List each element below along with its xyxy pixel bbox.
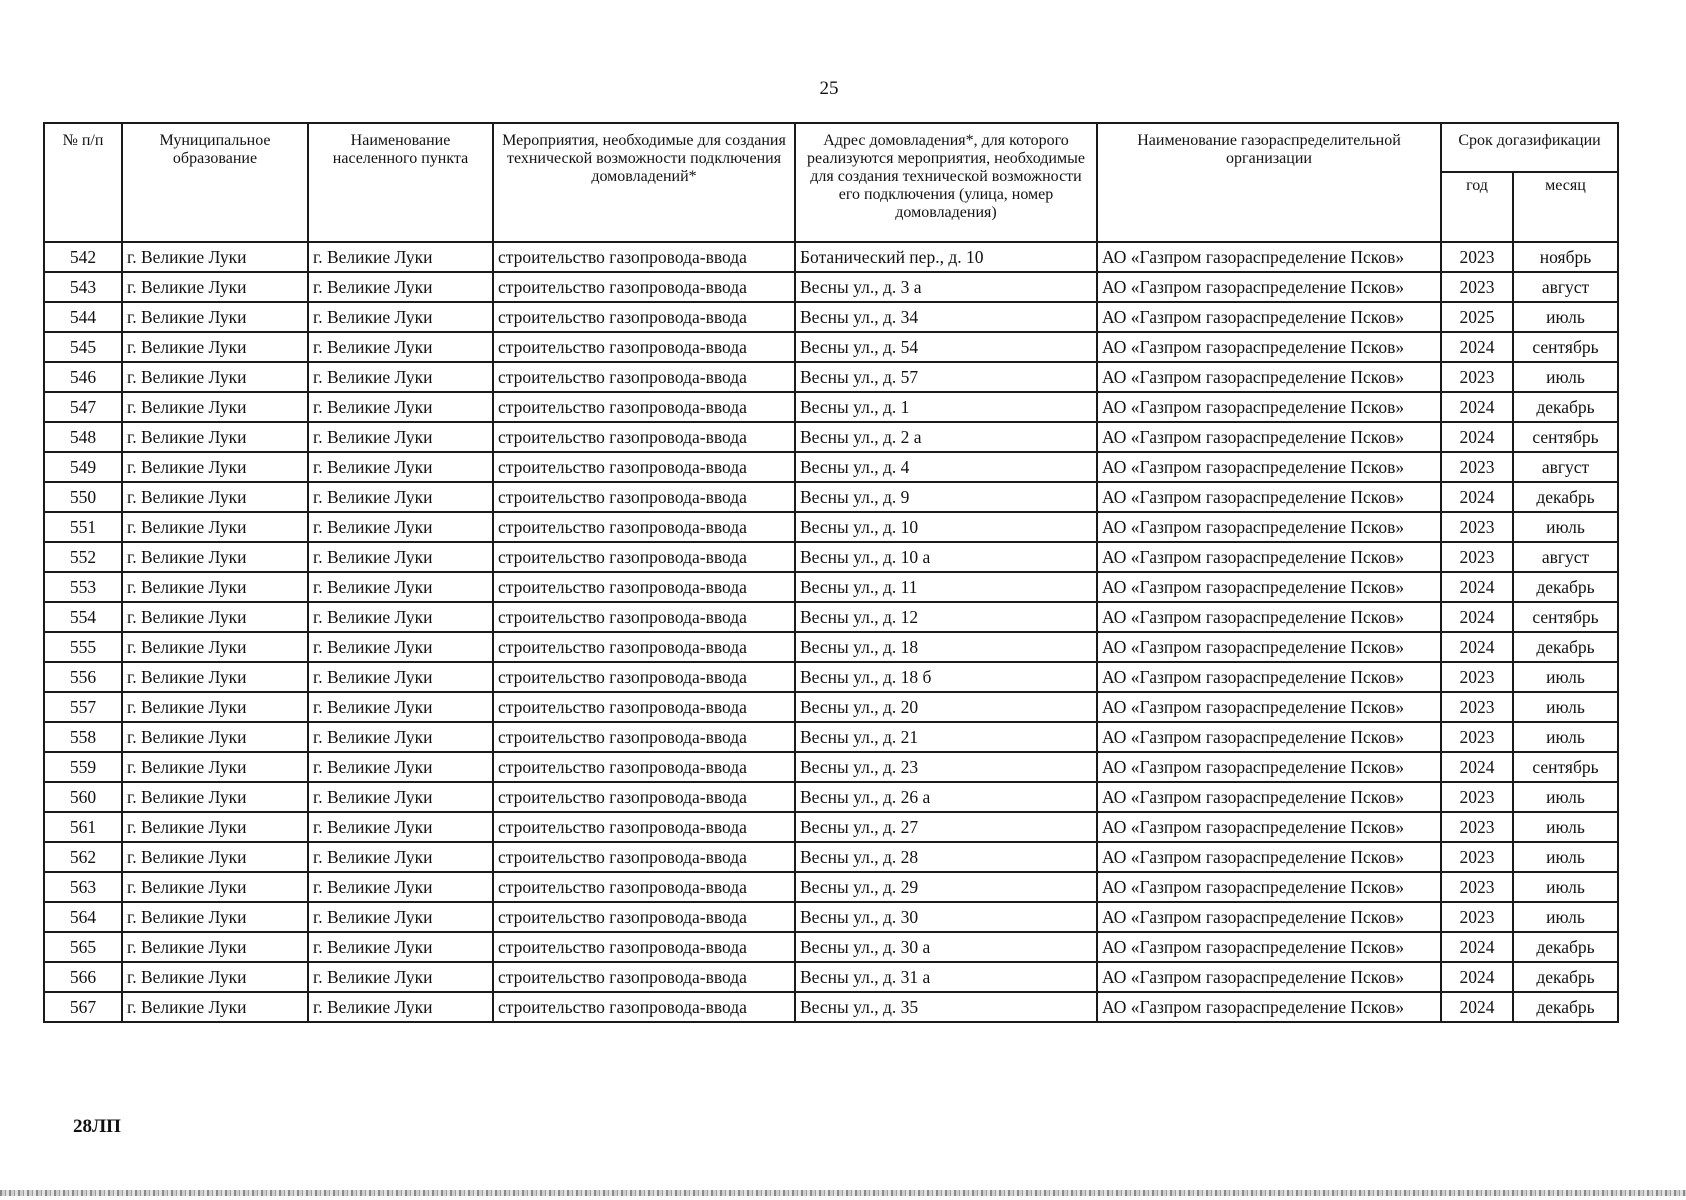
- row-number: 548: [44, 422, 122, 452]
- row-settlement: г. Великие Луки: [308, 602, 493, 632]
- row-month: июль: [1513, 302, 1618, 332]
- table-row: [44, 782, 1618, 812]
- row-address: Весны ул., д. 30 а: [795, 932, 1097, 962]
- row-address: Весны ул., д. 12: [795, 602, 1097, 632]
- row-organization: АО «Газпром газораспределение Псков»: [1097, 722, 1441, 752]
- row-municipality: г. Великие Луки: [122, 932, 308, 962]
- table-row: [44, 512, 1618, 542]
- row-address: Весны ул., д. 21: [795, 722, 1097, 752]
- header-settlement: Наименование населенного пункта: [308, 123, 493, 242]
- row-measure: строительство газопровода-ввода: [493, 332, 795, 362]
- header-num: № п/п: [44, 123, 122, 242]
- row-number: 557: [44, 692, 122, 722]
- table-row: [44, 992, 1618, 1022]
- row-municipality: г. Великие Луки: [122, 512, 308, 542]
- row-address: Весны ул., д. 10: [795, 512, 1097, 542]
- row-measure: строительство газопровода-ввода: [493, 962, 795, 992]
- row-municipality: г. Великие Луки: [122, 842, 308, 872]
- row-month: июль: [1513, 812, 1618, 842]
- table-row: [44, 392, 1618, 422]
- row-year: 2023: [1441, 782, 1513, 812]
- row-month: декабрь: [1513, 962, 1618, 992]
- row-measure: строительство газопровода-ввода: [493, 722, 795, 752]
- row-settlement: г. Великие Луки: [308, 332, 493, 362]
- row-municipality: г. Великие Луки: [122, 302, 308, 332]
- row-settlement: г. Великие Луки: [308, 422, 493, 452]
- row-address: Весны ул., д. 26 а: [795, 782, 1097, 812]
- row-municipality: г. Великие Луки: [122, 752, 308, 782]
- row-month: июль: [1513, 872, 1618, 902]
- row-settlement: г. Великие Луки: [308, 722, 493, 752]
- table-row: [44, 752, 1618, 782]
- row-municipality: г. Великие Луки: [122, 992, 308, 1022]
- row-number: 542: [44, 242, 122, 272]
- row-number: 552: [44, 542, 122, 572]
- table-row: [44, 722, 1618, 752]
- row-number: 546: [44, 362, 122, 392]
- row-address: Весны ул., д. 18 б: [795, 662, 1097, 692]
- row-number: 566: [44, 962, 122, 992]
- row-settlement: г. Великие Луки: [308, 812, 493, 842]
- row-year: 2023: [1441, 242, 1513, 272]
- row-settlement: г. Великие Луки: [308, 302, 493, 332]
- row-month: декабрь: [1513, 992, 1618, 1022]
- row-number: 551: [44, 512, 122, 542]
- row-organization: АО «Газпром газораспределение Псков»: [1097, 272, 1441, 302]
- row-measure: строительство газопровода-ввода: [493, 932, 795, 962]
- row-settlement: г. Великие Луки: [308, 842, 493, 872]
- row-municipality: г. Великие Луки: [122, 632, 308, 662]
- row-municipality: г. Великие Луки: [122, 692, 308, 722]
- row-settlement: г. Великие Луки: [308, 692, 493, 722]
- row-month: июль: [1513, 662, 1618, 692]
- row-address: Ботанический пер., д. 10: [795, 242, 1097, 272]
- row-measure: строительство газопровода-ввода: [493, 272, 795, 302]
- row-settlement: г. Великие Луки: [308, 932, 493, 962]
- row-measure: строительство газопровода-ввода: [493, 512, 795, 542]
- row-organization: АО «Газпром газораспределение Псков»: [1097, 542, 1441, 572]
- row-municipality: г. Великие Луки: [122, 392, 308, 422]
- row-month: август: [1513, 452, 1618, 482]
- table-row: [44, 272, 1618, 302]
- row-measure: строительство газопровода-ввода: [493, 302, 795, 332]
- gasification-table: [43, 122, 1619, 1023]
- table-row: [44, 302, 1618, 332]
- row-organization: АО «Газпром газораспределение Псков»: [1097, 242, 1441, 272]
- row-settlement: г. Великие Луки: [308, 992, 493, 1022]
- row-organization: АО «Газпром газораспределение Псков»: [1097, 692, 1441, 722]
- row-municipality: г. Великие Луки: [122, 782, 308, 812]
- row-year: 2024: [1441, 572, 1513, 602]
- scan-edge-artifact: [0, 1190, 1686, 1196]
- row-organization: АО «Газпром газораспределение Псков»: [1097, 992, 1441, 1022]
- table-row: [44, 332, 1618, 362]
- table-row: [44, 662, 1618, 692]
- row-year: 2024: [1441, 332, 1513, 362]
- row-address: Весны ул., д. 9: [795, 482, 1097, 512]
- row-number: 550: [44, 482, 122, 512]
- table-row: [44, 902, 1618, 932]
- row-measure: строительство газопровода-ввода: [493, 752, 795, 782]
- row-address: Весны ул., д. 34: [795, 302, 1097, 332]
- row-address: Весны ул., д. 57: [795, 362, 1097, 392]
- row-address: Весны ул., д. 2 а: [795, 422, 1097, 452]
- row-organization: АО «Газпром газораспределение Псков»: [1097, 512, 1441, 542]
- row-address: Весны ул., д. 29: [795, 872, 1097, 902]
- row-address: Весны ул., д. 10 а: [795, 542, 1097, 572]
- row-organization: АО «Газпром газораспределение Псков»: [1097, 662, 1441, 692]
- page-number: 25: [819, 78, 839, 99]
- header-deadline: Срок догазификации: [1441, 123, 1618, 172]
- table-row: [44, 872, 1618, 902]
- row-month: сентябрь: [1513, 332, 1618, 362]
- row-month: июль: [1513, 512, 1618, 542]
- table-row: [44, 812, 1618, 842]
- row-year: 2025: [1441, 302, 1513, 332]
- row-year: 2023: [1441, 542, 1513, 572]
- row-number: 563: [44, 872, 122, 902]
- row-month: июль: [1513, 362, 1618, 392]
- table-row: [44, 452, 1618, 482]
- header-municipality: Муниципальное образование: [122, 123, 308, 242]
- row-measure: строительство газопровода-ввода: [493, 842, 795, 872]
- row-municipality: г. Великие Луки: [122, 332, 308, 362]
- row-measure: строительство газопровода-ввода: [493, 632, 795, 662]
- row-municipality: г. Великие Луки: [122, 662, 308, 692]
- row-year: 2024: [1441, 422, 1513, 452]
- row-year: 2023: [1441, 902, 1513, 932]
- row-municipality: г. Великие Луки: [122, 872, 308, 902]
- row-address: Весны ул., д. 20: [795, 692, 1097, 722]
- row-measure: строительство газопровода-ввода: [493, 452, 795, 482]
- row-number: 544: [44, 302, 122, 332]
- row-number: 547: [44, 392, 122, 422]
- table-row: [44, 482, 1618, 512]
- row-measure: строительство газопровода-ввода: [493, 572, 795, 602]
- row-measure: строительство газопровода-ввода: [493, 242, 795, 272]
- table-row: [44, 602, 1618, 632]
- table-row: [44, 962, 1618, 992]
- row-settlement: г. Великие Луки: [308, 782, 493, 812]
- row-number: 554: [44, 602, 122, 632]
- row-settlement: г. Великие Луки: [308, 542, 493, 572]
- row-municipality: г. Великие Луки: [122, 362, 308, 392]
- row-number: 565: [44, 932, 122, 962]
- header-organization: Наименование газораспределительной организации: [1097, 123, 1441, 242]
- row-organization: АО «Газпром газораспределение Псков»: [1097, 962, 1441, 992]
- row-settlement: г. Великие Луки: [308, 482, 493, 512]
- row-settlement: г. Великие Луки: [308, 572, 493, 602]
- row-measure: строительство газопровода-ввода: [493, 422, 795, 452]
- row-number: 561: [44, 812, 122, 842]
- row-settlement: г. Великие Луки: [308, 512, 493, 542]
- row-municipality: г. Великие Луки: [122, 452, 308, 482]
- table-row: [44, 932, 1618, 962]
- row-municipality: г. Великие Луки: [122, 722, 308, 752]
- row-address: Весны ул., д. 11: [795, 572, 1097, 602]
- row-year: 2024: [1441, 482, 1513, 512]
- row-settlement: г. Великие Луки: [308, 902, 493, 932]
- table-row: [44, 242, 1618, 272]
- row-year: 2023: [1441, 662, 1513, 692]
- row-year: 2023: [1441, 812, 1513, 842]
- table-row: [44, 542, 1618, 572]
- row-address: Весны ул., д. 54: [795, 332, 1097, 362]
- row-year: 2024: [1441, 752, 1513, 782]
- row-address: Весны ул., д. 18: [795, 632, 1097, 662]
- row-address: Весны ул., д. 30: [795, 902, 1097, 932]
- row-year: 2023: [1441, 362, 1513, 392]
- row-month: декабрь: [1513, 392, 1618, 422]
- row-month: сентябрь: [1513, 422, 1618, 452]
- row-year: 2023: [1441, 272, 1513, 302]
- row-address: Весны ул., д. 27: [795, 812, 1097, 842]
- row-municipality: г. Великие Луки: [122, 572, 308, 602]
- row-organization: АО «Газпром газораспределение Псков»: [1097, 302, 1441, 332]
- row-year: 2024: [1441, 602, 1513, 632]
- row-organization: АО «Газпром газораспределение Псков»: [1097, 572, 1441, 602]
- row-organization: АО «Газпром газораспределение Псков»: [1097, 422, 1441, 452]
- row-measure: строительство газопровода-ввода: [493, 662, 795, 692]
- row-address: Весны ул., д. 35: [795, 992, 1097, 1022]
- row-month: август: [1513, 272, 1618, 302]
- row-municipality: г. Великие Луки: [122, 542, 308, 572]
- row-number: 567: [44, 992, 122, 1022]
- row-organization: АО «Газпром газораспределение Псков»: [1097, 782, 1441, 812]
- table-row: [44, 422, 1618, 452]
- row-year: 2024: [1441, 932, 1513, 962]
- row-organization: АО «Газпром газораспределение Псков»: [1097, 452, 1441, 482]
- row-number: 543: [44, 272, 122, 302]
- row-year: 2024: [1441, 992, 1513, 1022]
- table-header: [44, 123, 1618, 242]
- row-municipality: г. Великие Луки: [122, 602, 308, 632]
- row-month: декабрь: [1513, 932, 1618, 962]
- row-organization: АО «Газпром газораспределение Псков»: [1097, 932, 1441, 962]
- row-address: Весны ул., д. 31 а: [795, 962, 1097, 992]
- row-number: 549: [44, 452, 122, 482]
- row-month: июль: [1513, 902, 1618, 932]
- row-number: 559: [44, 752, 122, 782]
- row-settlement: г. Великие Луки: [308, 632, 493, 662]
- row-address: Весны ул., д. 28: [795, 842, 1097, 872]
- row-measure: строительство газопровода-ввода: [493, 392, 795, 422]
- row-month: сентябрь: [1513, 752, 1618, 782]
- row-municipality: г. Великие Луки: [122, 482, 308, 512]
- row-measure: строительство газопровода-ввода: [493, 362, 795, 392]
- row-municipality: г. Великие Луки: [122, 272, 308, 302]
- row-measure: строительство газопровода-ввода: [493, 482, 795, 512]
- table-row: [44, 572, 1618, 602]
- table-row: [44, 842, 1618, 872]
- row-organization: АО «Газпром газораспределение Псков»: [1097, 752, 1441, 782]
- row-number: 553: [44, 572, 122, 602]
- row-year: 2024: [1441, 632, 1513, 662]
- row-month: декабрь: [1513, 482, 1618, 512]
- row-organization: АО «Газпром газораспределение Псков»: [1097, 332, 1441, 362]
- row-settlement: г. Великие Луки: [308, 362, 493, 392]
- header-month: месяц: [1513, 172, 1618, 242]
- row-number: 545: [44, 332, 122, 362]
- footer-code: 28ЛП: [73, 1116, 121, 1137]
- row-year: 2023: [1441, 452, 1513, 482]
- row-organization: АО «Газпром газораспределение Псков»: [1097, 902, 1441, 932]
- row-municipality: г. Великие Луки: [122, 812, 308, 842]
- row-year: 2023: [1441, 842, 1513, 872]
- row-municipality: г. Великие Луки: [122, 422, 308, 452]
- row-year: 2024: [1441, 962, 1513, 992]
- row-municipality: г. Великие Луки: [122, 902, 308, 932]
- table-row: [44, 692, 1618, 722]
- row-year: 2023: [1441, 722, 1513, 752]
- row-month: декабрь: [1513, 572, 1618, 602]
- row-measure: строительство газопровода-ввода: [493, 692, 795, 722]
- row-month: июль: [1513, 722, 1618, 752]
- row-month: ноябрь: [1513, 242, 1618, 272]
- row-number: 562: [44, 842, 122, 872]
- row-municipality: г. Великие Луки: [122, 242, 308, 272]
- row-month: июль: [1513, 782, 1618, 812]
- row-organization: АО «Газпром газораспределение Псков»: [1097, 362, 1441, 392]
- row-settlement: г. Великие Луки: [308, 272, 493, 302]
- row-number: 558: [44, 722, 122, 752]
- row-number: 556: [44, 662, 122, 692]
- row-month: декабрь: [1513, 632, 1618, 662]
- row-settlement: г. Великие Луки: [308, 452, 493, 482]
- row-organization: АО «Газпром газораспределение Псков»: [1097, 842, 1441, 872]
- row-address: Весны ул., д. 3 а: [795, 272, 1097, 302]
- table-body: [44, 242, 1618, 1022]
- row-organization: АО «Газпром газораспределение Псков»: [1097, 872, 1441, 902]
- row-settlement: г. Великие Луки: [308, 392, 493, 422]
- row-month: июль: [1513, 692, 1618, 722]
- row-settlement: г. Великие Луки: [308, 962, 493, 992]
- row-settlement: г. Великие Луки: [308, 662, 493, 692]
- row-measure: строительство газопровода-ввода: [493, 992, 795, 1022]
- row-measure: строительство газопровода-ввода: [493, 902, 795, 932]
- header-measures: Мероприятия, необходимые для создания технической возможности подключения домовладений*: [493, 123, 795, 242]
- row-month: июль: [1513, 842, 1618, 872]
- table-row: [44, 362, 1618, 392]
- row-address: Весны ул., д. 23: [795, 752, 1097, 782]
- row-measure: строительство газопровода-ввода: [493, 812, 795, 842]
- row-year: 2023: [1441, 512, 1513, 542]
- row-year: 2023: [1441, 692, 1513, 722]
- row-month: сентябрь: [1513, 602, 1618, 632]
- row-address: Весны ул., д. 1: [795, 392, 1097, 422]
- row-number: 555: [44, 632, 122, 662]
- row-measure: строительство газопровода-ввода: [493, 782, 795, 812]
- row-organization: АО «Газпром газораспределение Псков»: [1097, 602, 1441, 632]
- row-measure: строительство газопровода-ввода: [493, 602, 795, 632]
- header-year: год: [1441, 172, 1513, 242]
- row-settlement: г. Великие Луки: [308, 242, 493, 272]
- row-organization: АО «Газпром газораспределение Псков»: [1097, 632, 1441, 662]
- row-number: 560: [44, 782, 122, 812]
- row-address: Весны ул., д. 4: [795, 452, 1097, 482]
- row-organization: АО «Газпром газораспределение Псков»: [1097, 812, 1441, 842]
- row-measure: строительство газопровода-ввода: [493, 872, 795, 902]
- row-measure: строительство газопровода-ввода: [493, 542, 795, 572]
- row-year: 2023: [1441, 872, 1513, 902]
- row-month: август: [1513, 542, 1618, 572]
- row-settlement: г. Великие Луки: [308, 752, 493, 782]
- row-number: 564: [44, 902, 122, 932]
- header-address: Адрес домовладения*, для которого реализуются мероприятия, необходимые для создания технической возможности его подключения (улица, номер домовладения): [795, 123, 1097, 242]
- row-organization: АО «Газпром газораспределение Псков»: [1097, 482, 1441, 512]
- row-year: 2024: [1441, 392, 1513, 422]
- table-row: [44, 632, 1618, 662]
- row-organization: АО «Газпром газораспределение Псков»: [1097, 392, 1441, 422]
- row-settlement: г. Великие Луки: [308, 872, 493, 902]
- row-municipality: г. Великие Луки: [122, 962, 308, 992]
